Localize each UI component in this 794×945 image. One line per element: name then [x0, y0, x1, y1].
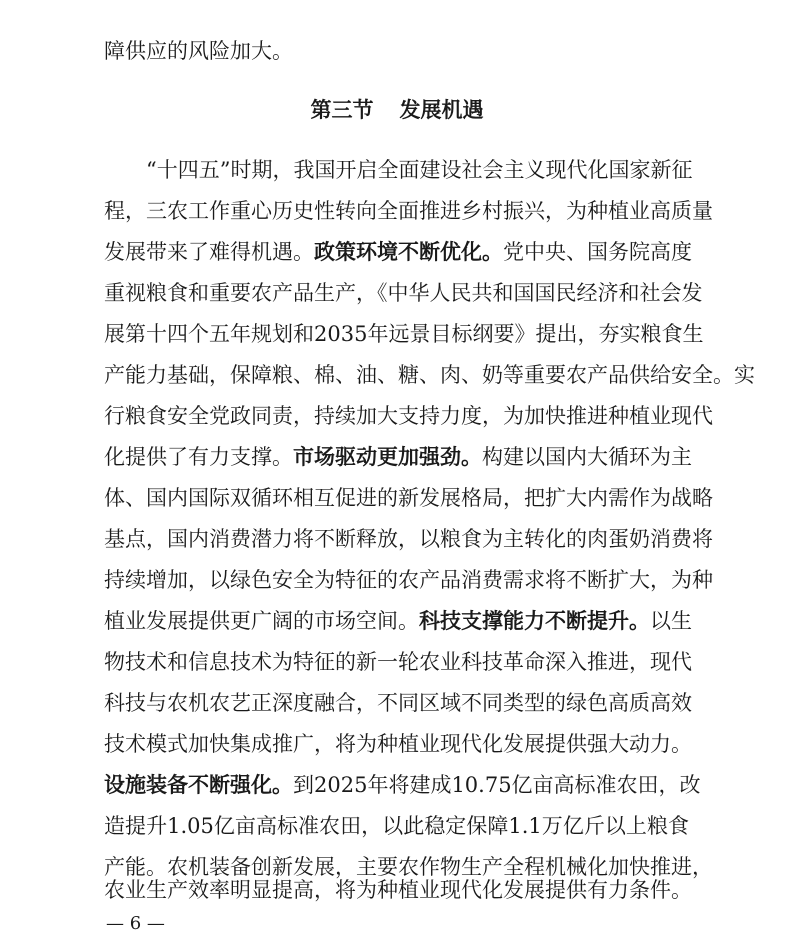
paragraph-line: 程，三农工作重心历史性转向全面推进乡村振兴，为种植业高质量: [104, 199, 713, 223]
paragraph-line: 体、国内国际双循环相互促进的新发展格局，把扩大内需作为战略: [104, 486, 713, 510]
carryover-text: 障供应的风险加大。: [104, 39, 293, 63]
paragraph-line: 展第十四个五年规划和2035年远景目标纲要》提出，夯实粮食生: [104, 322, 704, 346]
paragraph-line: 农业生产效率明显提高，将为种植业现代化发展提供有力条件。: [104, 878, 692, 902]
paragraph-line: 行粮食安全党政同责，持续加大支持力度，为加快推进种植业现代: [104, 404, 713, 428]
paragraph-line: [104, 238, 692, 266]
highlight-policy: 政策环境不断优化。: [314, 240, 503, 264]
paragraph-line: [104, 607, 692, 635]
section-title: 发展机遇: [399, 98, 484, 122]
section-number: 第三节: [310, 98, 374, 122]
page-number: — 6 —: [106, 913, 165, 934]
paragraph-text: 植业发展提供更广阔的市场空间。: [104, 609, 419, 633]
paragraph-line: 科技与农机农艺正深度融合，不同区域不同类型的绿色高质高效: [104, 691, 692, 715]
highlight-facilities: 设施装备不断强化。: [104, 773, 293, 797]
highlight-technology: 科技支撑能力不断提升。: [419, 609, 650, 633]
paragraph-text: 发展带来了难得机遇。: [104, 240, 314, 264]
paragraph-text: 以生: [650, 609, 692, 633]
paragraph-line: 物技术和信息技术为特征的新一轮农业科技革命深入推进，现代: [104, 650, 692, 674]
paragraph-line: 产能力基础，保障粮、棉、油、糖、肉、奶等重要农产品供给安全。实: [104, 363, 755, 387]
paragraph-text: 党中央、国务院高度: [503, 240, 692, 264]
section-heading: [0, 96, 794, 124]
paragraph-line: [104, 443, 692, 471]
highlight-market: 市场驱动更加强劲。: [293, 445, 482, 469]
paragraph-line: 重视粮食和重要农产品生产，《中华人民共和国国民经济和社会发: [104, 281, 703, 305]
paragraph-line: 基点，国内消费潜力将不断释放，以粮食为主转化的肉蛋奶消费将: [104, 527, 713, 551]
paragraph-line: 持续增加，以绿色安全为特征的农产品消费需求将不断扩大，为种: [104, 568, 713, 592]
paragraph-line: [104, 771, 701, 799]
paragraph-line: 产能。农机装备创新发展，主要农作物生产全程机械化加快推进，: [104, 855, 713, 879]
paragraph-line: 造提升1.05亿亩高标准农田，以此稳定保障1.1万亿斤以上粮食: [104, 814, 689, 838]
paragraph-line: “十四五”时期，我国开启全面建设社会主义现代化国家新征: [146, 158, 693, 182]
paragraph-text: 化提供了有力支撑。: [104, 445, 293, 469]
paragraph-line: 技术模式加快集成推广，将为种植业现代化发展提供强大动力。: [104, 732, 692, 756]
paragraph-text: 到2025年将建成10.75亿亩高标准农田，改: [293, 773, 701, 797]
paragraph-text: 构建以国内大循环为主: [482, 445, 692, 469]
